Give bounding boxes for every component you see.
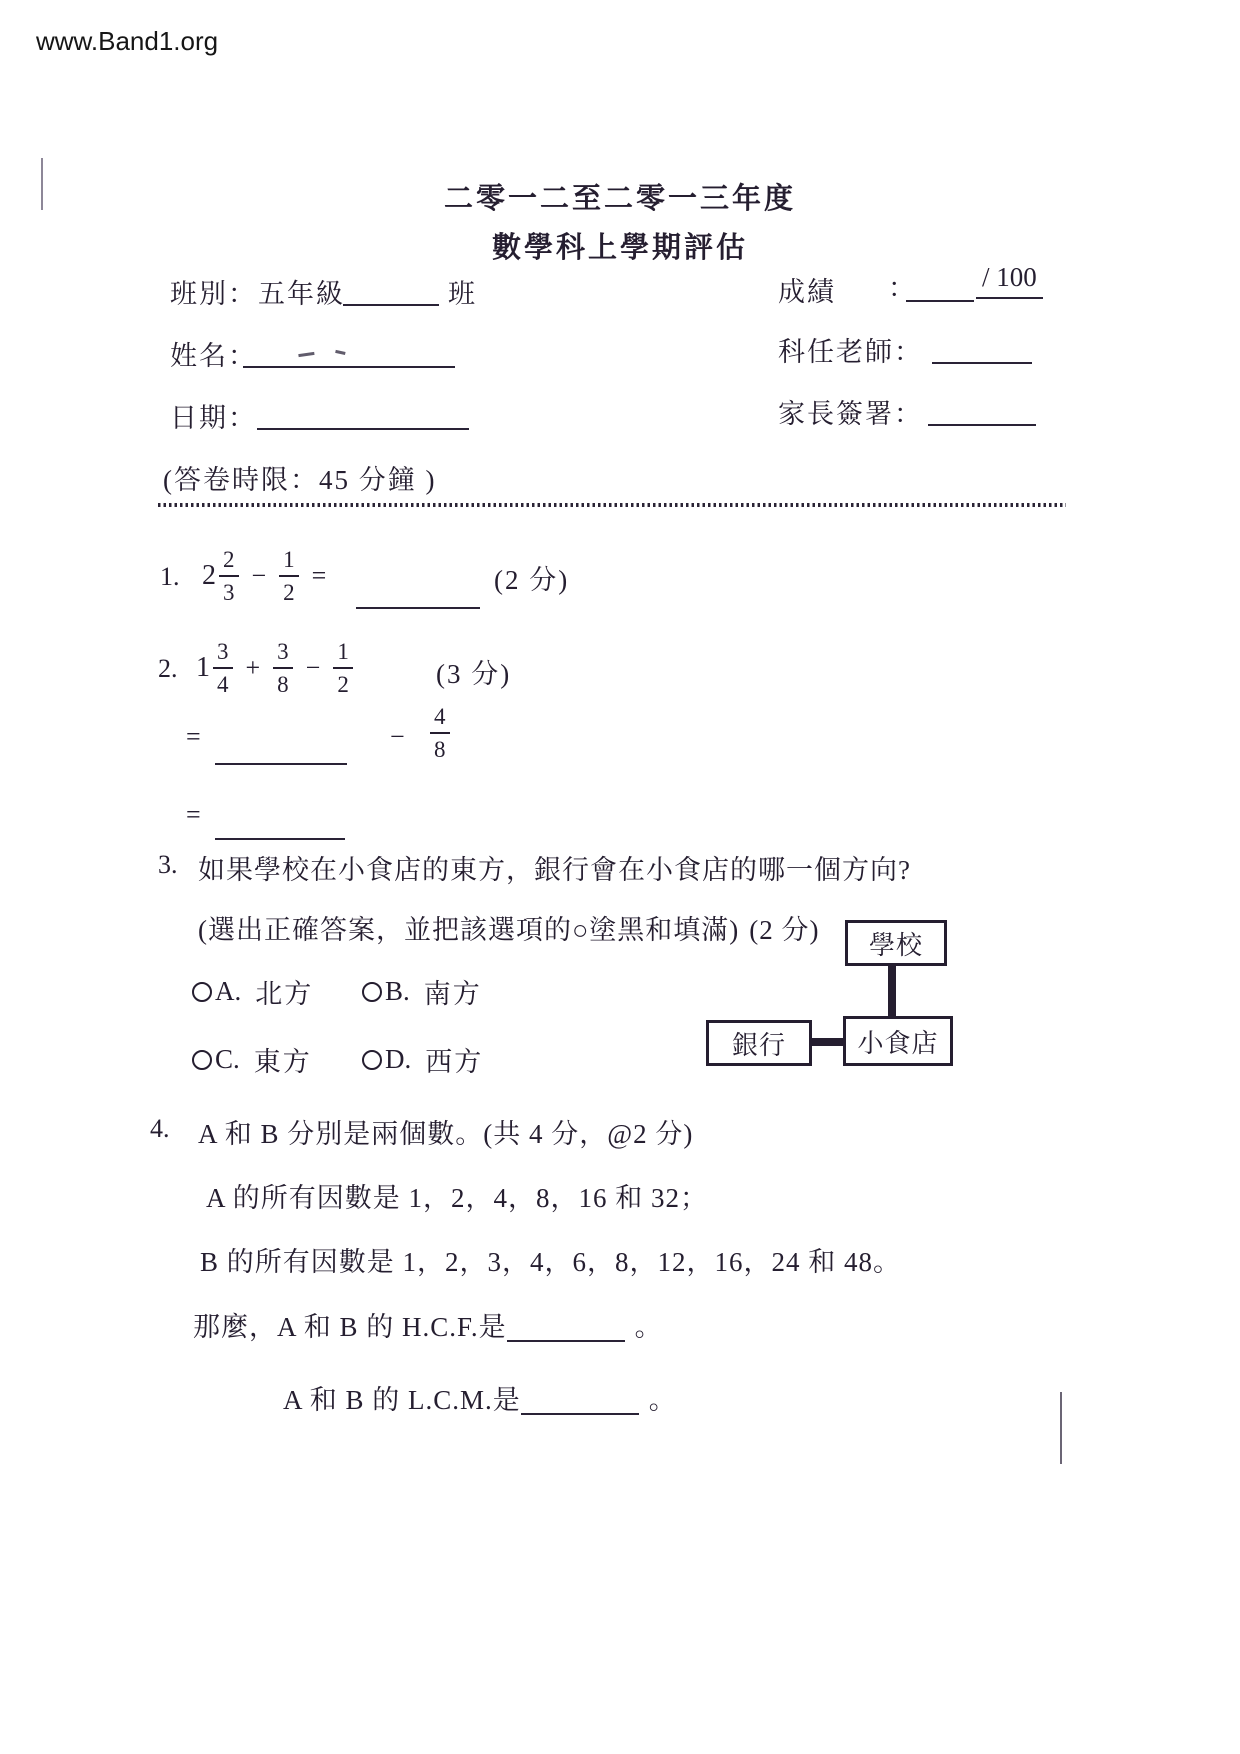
fraction — [430, 705, 450, 761]
parent-label: 家長簽署： — [778, 399, 923, 429]
fraction-denominator: 2 — [279, 575, 299, 604]
q3-question: 如果學校在小食店的東方，銀行會在小食店的哪一個方向? — [198, 855, 911, 885]
q3-option-c — [192, 1040, 312, 1079]
minus-operator: − — [251, 561, 267, 590]
scan-artifact-right — [1060, 1392, 1062, 1464]
score-colon: ： — [888, 273, 917, 303]
section-divider — [158, 503, 1066, 507]
q3-marks: (2 分) — [749, 915, 820, 945]
q3-option-a — [192, 972, 313, 1011]
q2-whole: 1 — [196, 652, 210, 683]
diagram-connector-horizontal — [810, 1038, 845, 1046]
score-blank — [906, 268, 974, 302]
diagram-shop-box: 小食店 — [843, 1016, 953, 1066]
q4-lcm-prefix: A 和 B 的 L.C.M.是 — [283, 1385, 521, 1415]
class-label: 班別： — [170, 279, 257, 309]
fraction-numerator: 4 — [434, 704, 446, 729]
option-label: D. — [385, 1044, 412, 1074]
watermark: www.Band1.org — [36, 26, 219, 56]
plus-operator: + — [245, 653, 261, 682]
fraction-denominator: 2 — [333, 667, 353, 696]
name-label: 姓名： — [170, 341, 257, 371]
radio-circle-icon — [362, 982, 382, 1002]
q2-marks: (3 分) — [436, 659, 512, 689]
fraction-denominator: 3 — [219, 575, 239, 604]
radio-circle-icon — [192, 1050, 212, 1070]
score-label: 成績 — [778, 277, 836, 307]
equals-sign: = — [186, 722, 201, 751]
title-block — [0, 176, 1240, 266]
title-line-1: 二零一二至二零一三年度 — [443, 183, 796, 215]
time-limit: (答卷時限：45 分鐘 ) — [163, 465, 437, 495]
radio-circle-icon — [362, 1050, 382, 1070]
q4-hcf-blank — [507, 1310, 625, 1342]
diagram-bank-box: 銀行 — [706, 1020, 812, 1066]
name-blank — [243, 332, 455, 368]
option-label: A. — [215, 976, 242, 1006]
fraction-numerator: 1 — [283, 547, 295, 572]
fraction-numerator: 3 — [217, 639, 229, 664]
fraction-denominator: 4 — [213, 667, 233, 696]
fraction-numerator: 1 — [337, 639, 349, 664]
q1-expression — [202, 548, 326, 604]
option-label: B. — [385, 976, 410, 1006]
fraction-numerator: 2 — [223, 547, 235, 572]
q1-whole: 2 — [202, 560, 216, 591]
fraction — [213, 640, 233, 696]
q3-option-d — [362, 1040, 483, 1079]
q4-intro: A 和 B 分別是兩個數。(共 4 分，@2 分) — [198, 1119, 694, 1149]
diagram-school-box: 學校 — [845, 920, 947, 966]
q1-marks: (2 分) — [494, 565, 570, 595]
pen-mark — [335, 344, 347, 355]
fraction — [333, 640, 353, 696]
q2-answer-blank — [215, 802, 345, 840]
q2-mixed-number — [196, 640, 233, 696]
date-blank — [257, 394, 469, 430]
teacher-label: 科任老師： — [778, 337, 923, 367]
q3-number: 3. — [158, 850, 178, 879]
q2-step-blank — [215, 727, 347, 765]
fraction — [219, 548, 239, 604]
radio-circle-icon — [192, 982, 212, 1002]
q1-answer-blank — [356, 571, 480, 609]
option-text: 南方 — [423, 979, 482, 1009]
q4-number: 4. — [150, 1114, 170, 1143]
diagram-connector-vertical — [888, 964, 896, 1020]
q3-instruction: (選出正確答案，並把該選項的○塗黑和填滿) — [198, 915, 740, 945]
class-blank — [343, 272, 439, 306]
option-text: 北方 — [255, 979, 314, 1009]
teacher-blank — [932, 328, 1032, 364]
date-label: 日期： — [170, 403, 257, 433]
q2-expression — [196, 640, 353, 696]
q4-hcf-row — [193, 1305, 663, 1344]
q4-factors-a: A 的所有因數是 1，2，4，8，16 和 32； — [206, 1183, 709, 1213]
fraction-numerator: 3 — [277, 639, 289, 664]
q4-hcf-period: 。 — [634, 1312, 663, 1342]
q4-lcm-blank — [521, 1383, 639, 1415]
minus-operator: − — [305, 653, 321, 682]
q4-hcf-prefix: 那麼，A 和 B 的 H.C.F.是 — [193, 1312, 507, 1342]
q4-factors-b: B 的所有因數是 1，2，3，4，6，8，12，16，24 和 48。 — [200, 1247, 902, 1277]
fraction-denominator: 8 — [273, 667, 293, 696]
option-label: C. — [215, 1044, 240, 1074]
title-line-2: 數學科上學期評估 — [491, 232, 748, 264]
q3-option-b — [362, 972, 482, 1011]
q1-number: 1. — [160, 562, 180, 591]
q2-number: 2. — [158, 654, 178, 683]
equals-sign: = — [311, 561, 327, 590]
class-value: 五年級 — [258, 279, 345, 309]
equals-sign: = — [186, 800, 201, 829]
q3-instruction-row — [198, 908, 820, 947]
option-text: 西方 — [425, 1047, 484, 1077]
q1-mixed-number — [202, 548, 239, 604]
q4-lcm-row — [283, 1378, 677, 1417]
q4-lcm-period: 。 — [648, 1385, 677, 1415]
parent-blank — [928, 390, 1036, 426]
class-unit: 班 — [448, 279, 477, 309]
minus-operator: − — [390, 722, 405, 751]
fraction — [273, 640, 293, 696]
score-total: / 100 — [976, 262, 1043, 299]
fraction — [279, 548, 299, 604]
option-text: 東方 — [253, 1047, 312, 1077]
fraction-denominator: 8 — [430, 732, 450, 761]
